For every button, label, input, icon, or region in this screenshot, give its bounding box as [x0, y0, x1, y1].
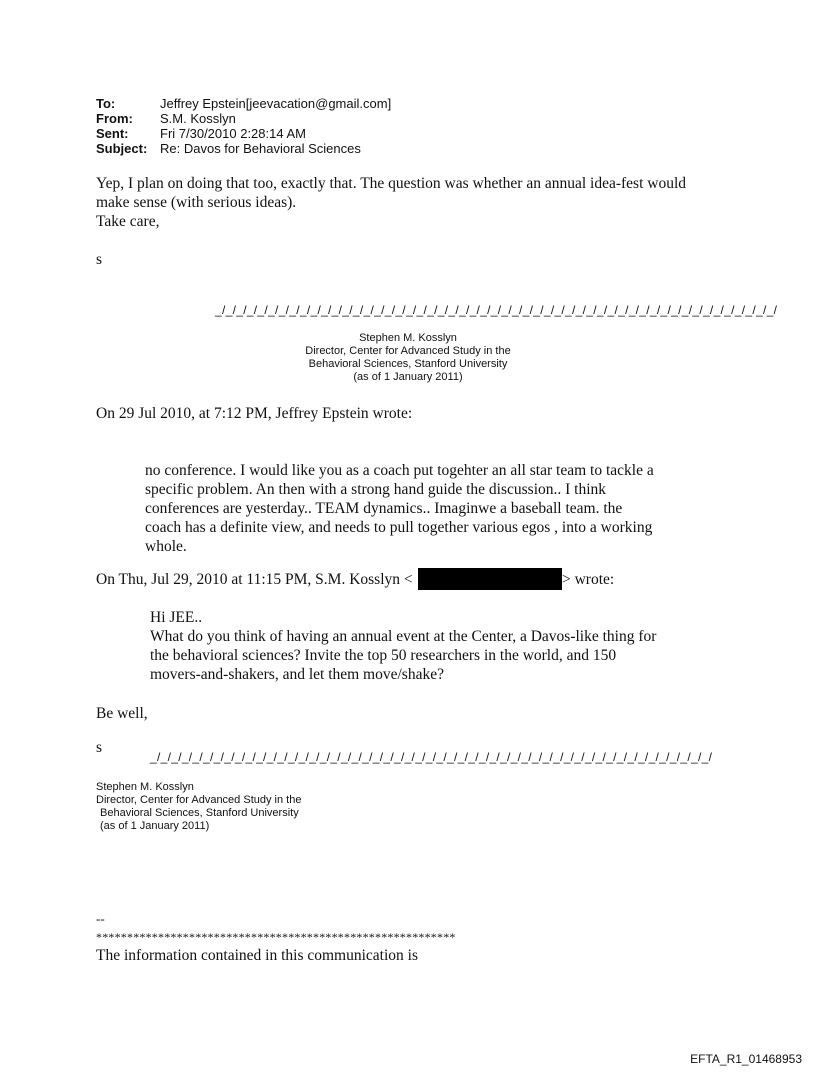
signature-title: Behavioral Sciences, Stanford University — [308, 358, 508, 370]
quoted-line: whole. — [145, 538, 187, 555]
document-id: EFTA_R1_01468953 — [690, 1052, 802, 1066]
signature-title: Director, Center for Advanced Study in the — [96, 794, 302, 806]
email-header — [96, 96, 391, 156]
from-label: From: — [96, 111, 133, 126]
footer-stars: ********************************************************** — [96, 930, 456, 944]
sent-label: Sent: — [96, 126, 129, 141]
quoted-line: the behavioral sciences? Invite the top 50 researchers in the world, and 150 — [150, 647, 617, 664]
quote-intro-end: > wrote: — [562, 571, 615, 588]
quoted-line: conferences are yesterday.. TEAM dynamics.. Imaginwe a baseball team. the — [145, 500, 623, 517]
quoted-line: specific problem. An then with a strong hand guide the discussion.. I think — [145, 481, 607, 498]
quote-intro: On 29 Jul 2010, at 7:12 PM, Jeffrey Epstein wrote: — [96, 405, 413, 422]
reply-line: Take care, — [96, 213, 160, 230]
quote-intro: On Thu, Jul 29, 2010 at 11:15 PM, S.M. Kosslyn < — [96, 571, 413, 588]
signature-title: (as of 1 January 2011) — [100, 820, 210, 832]
signature-rule: _/_/_/_/_/_/_/_/_/_/_/_/_/_/_/_/_/_/_/_/_/_/_/_/_/_/_/_/_/_/_/_/_/_/_/_/_/_/_/_/_/_/_/_/_/_/_/_/_/_/_/_/_/ — [150, 750, 713, 764]
signature-name: Stephen M. Kosslyn — [96, 781, 194, 793]
subject-value: Re: Davos for Behavioral Sciences — [160, 141, 361, 156]
signature-block — [208, 332, 608, 384]
to-row — [96, 96, 391, 111]
quoted-line: no conference. I would like you as a coach put togehter an all star team to tackle a — [145, 462, 654, 479]
reply-line: make sense (with serious ideas). — [96, 194, 297, 211]
reply-body — [96, 174, 686, 231]
signature-name: Stephen M. Kosslyn — [359, 332, 457, 344]
redaction-box — [418, 568, 562, 590]
quoted-line: What do you think of having an annual event at the Center, a Davos-like thing for — [150, 628, 657, 645]
footer-dashes: -- — [96, 911, 105, 926]
signature-title: Director, Center for Advanced Study in the — [305, 345, 511, 357]
quoted-message — [145, 461, 654, 556]
footer-notice: The information contained in this communication is — [96, 947, 418, 964]
from-value: S.M. Kosslyn — [160, 111, 236, 126]
sent-value: Fri 7/30/2010 2:28:14 AM — [160, 126, 306, 141]
quoted-message — [150, 608, 656, 684]
quoted-line: Hi JEE.. — [150, 609, 203, 626]
reply-line: Yep, I plan on doing that too, exactly that. The question was whether an annual idea-fest would — [96, 175, 687, 192]
signature-rule: _/_/_/_/_/_/_/_/_/_/_/_/_/_/_/_/_/_/_/_/_/_/_/_/_/_/_/_/_/_/_/_/_/_/_/_/_/_/_/_/_/_/_/_/_/_/_/_/_/_/_/_/_/ — [215, 303, 778, 317]
sent-row — [96, 126, 391, 141]
quoted-line: coach has a definite view, and needs to pull together various egos , into a working — [145, 519, 653, 536]
signature-block — [96, 781, 301, 833]
quoted-line: movers-and-shakers, and let them move/shake? — [150, 666, 444, 683]
closing-initial: s — [96, 739, 103, 756]
signature-title: (as of 1 January 2011) — [353, 371, 463, 383]
from-row — [96, 111, 391, 126]
subject-label: Subject: — [96, 141, 148, 156]
closing-line: Be well, — [96, 705, 148, 722]
signature-title: Behavioral Sciences, Stanford University — [100, 807, 299, 819]
to-value: Jeffrey Epstein[jeevacation@gmail.com] — [160, 96, 392, 111]
reply-initial: s — [96, 251, 103, 268]
subject-row — [96, 141, 391, 156]
to-label: To: — [96, 96, 116, 111]
